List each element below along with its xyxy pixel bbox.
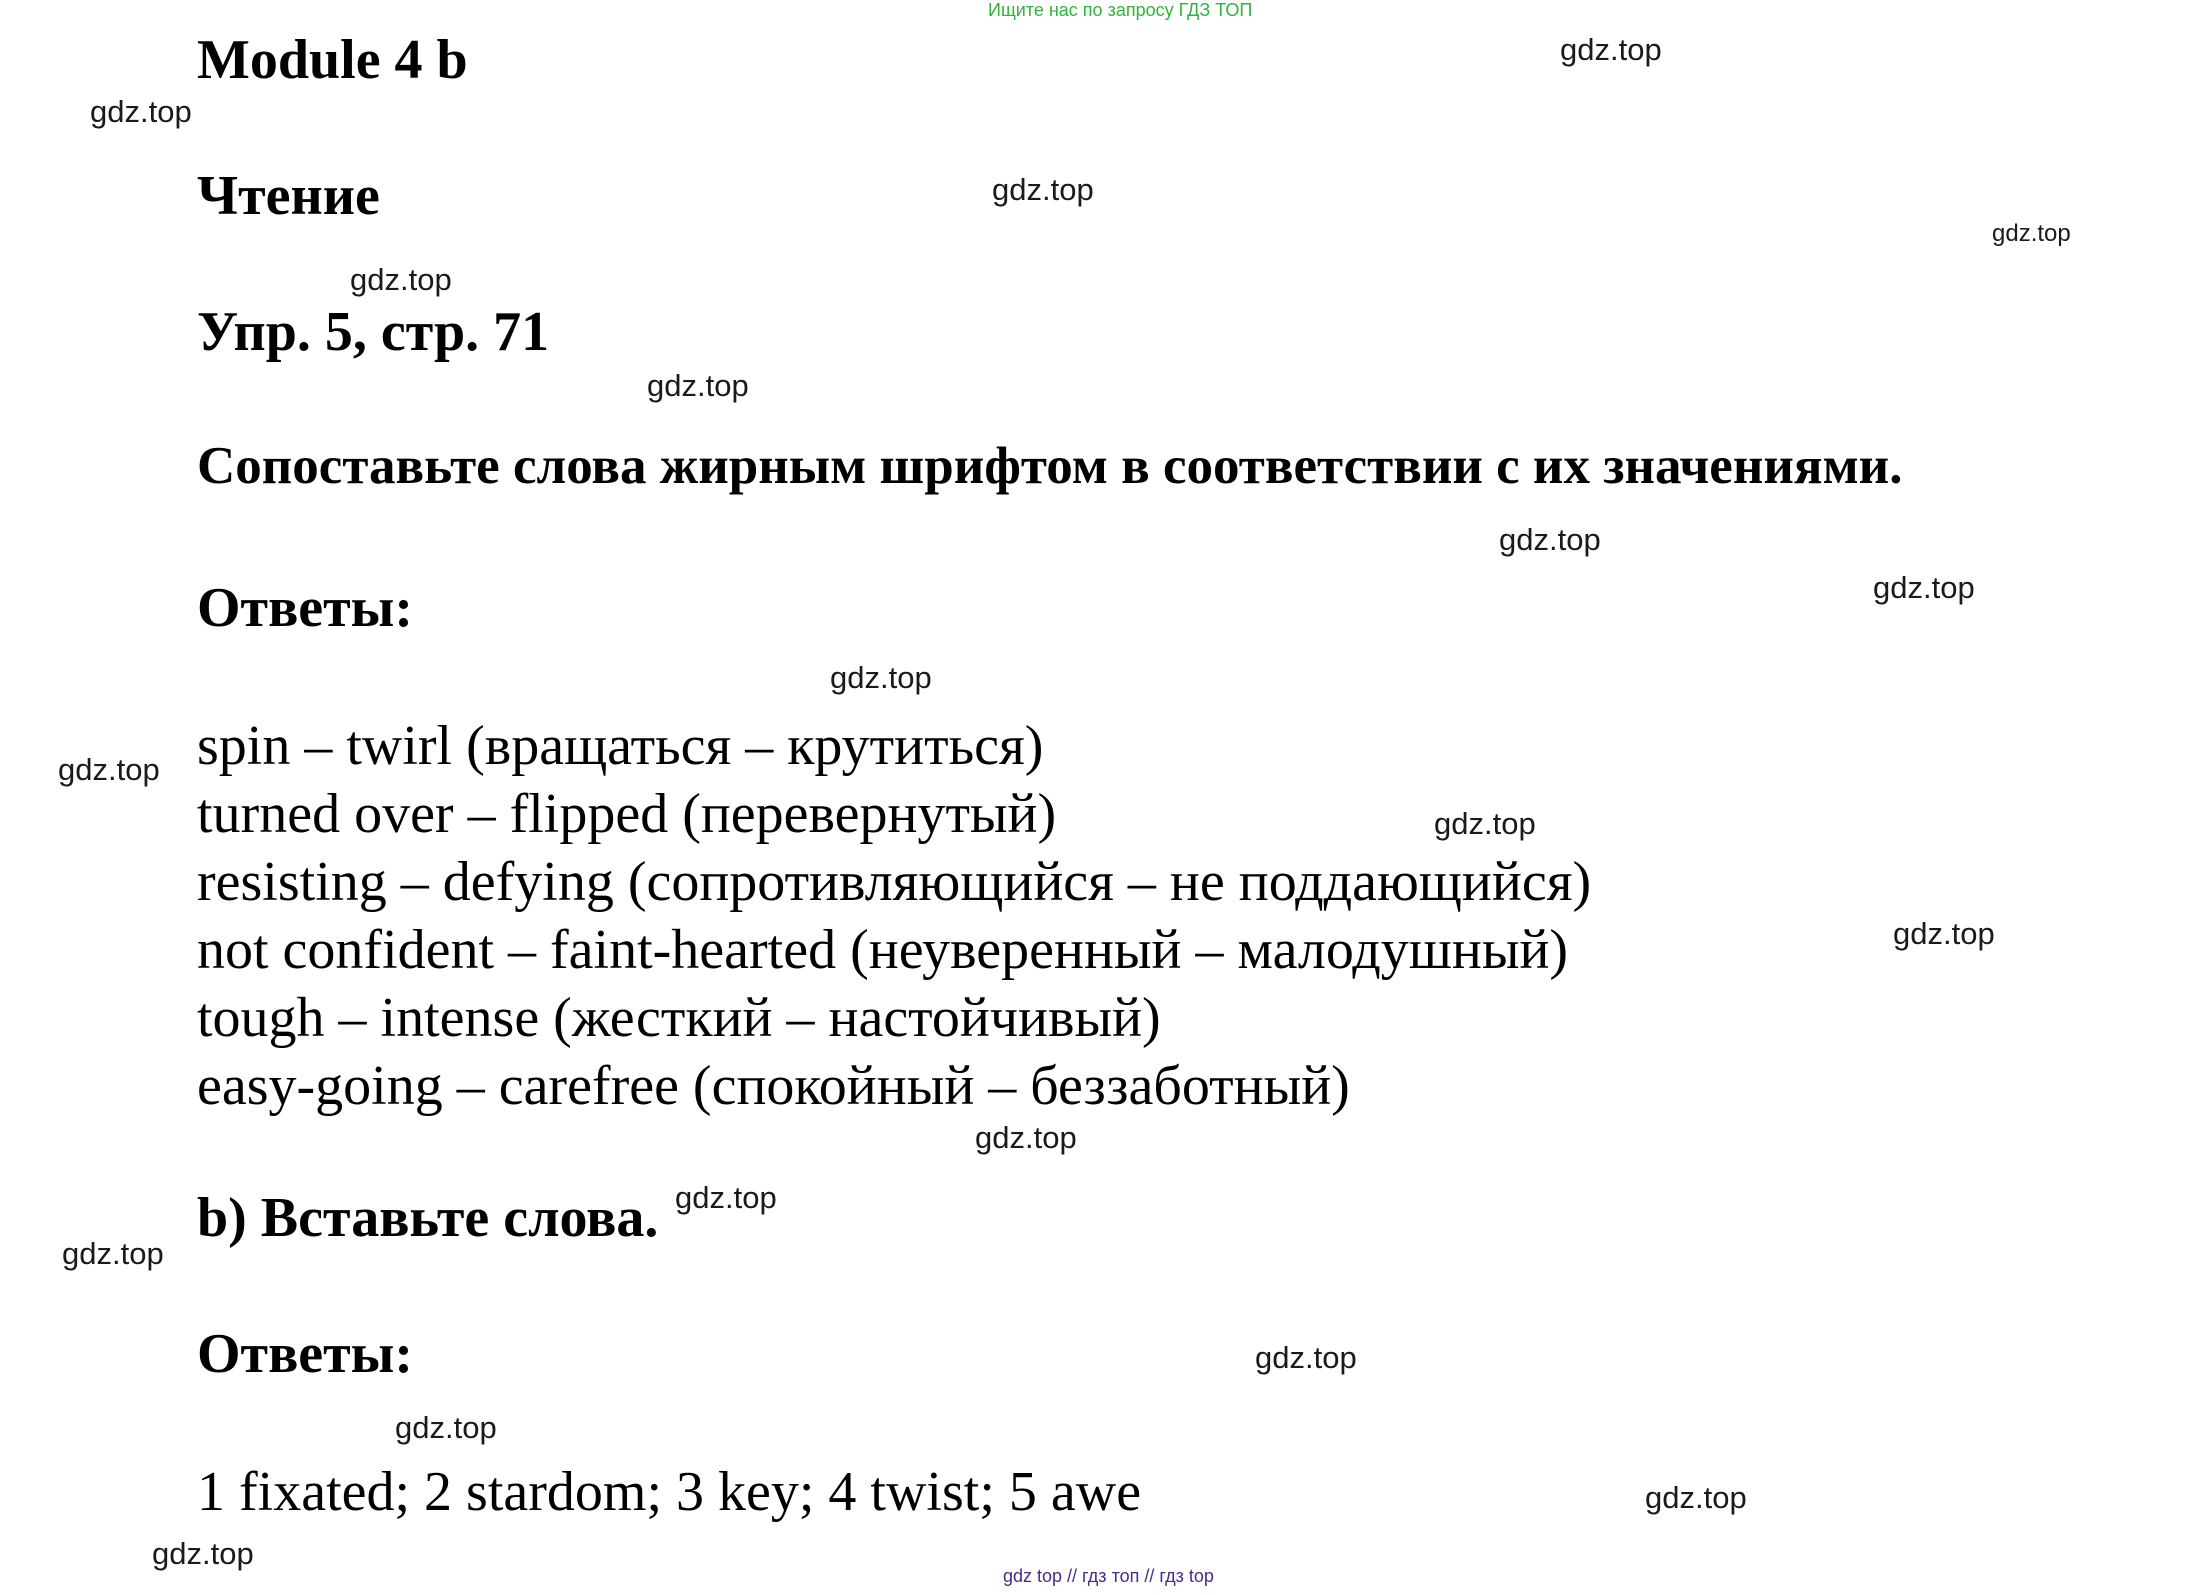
- watermark: gdz.top: [992, 172, 1094, 207]
- watermark: gdz.top: [675, 1180, 777, 1215]
- watermark: gdz.top: [152, 1536, 254, 1571]
- search-hint: Ищите нас по запросу ГДЗ ТОП: [988, 0, 1253, 20]
- answer-line: easy-going – carefree (спокойный – беззаботный): [197, 1055, 1350, 1117]
- watermark: gdz.top: [1992, 220, 2071, 247]
- footer-note: gdz top // гдз топ // гдз top: [1003, 1566, 1214, 1586]
- section-title: Чтение: [197, 165, 380, 227]
- watermark: gdz.top: [647, 368, 749, 403]
- task-a-instruction: Сопоставьте слова жирным шрифтом в соответствии с их значениями.: [197, 437, 1903, 495]
- watermark: gdz.top: [1560, 32, 1662, 67]
- watermark: gdz.top: [830, 660, 932, 695]
- answer-line: spin – twirl (вращаться – крутиться): [197, 715, 1044, 777]
- answer-line: tough – intense (жесткий – настойчивый): [197, 987, 1161, 1049]
- watermark: gdz.top: [350, 262, 452, 297]
- watermark: gdz.top: [1645, 1480, 1747, 1515]
- answer-line-b: 1 fixated; 2 stardom; 3 key; 4 twist; 5 awe: [197, 1461, 1142, 1523]
- watermark: gdz.top: [58, 752, 160, 787]
- watermark: gdz.top: [62, 1236, 164, 1271]
- watermark: gdz.top: [395, 1410, 497, 1445]
- answer-line: not confident – faint-hearted (неуверенный – малодушный): [197, 919, 1569, 981]
- watermark: gdz.top: [90, 94, 192, 129]
- watermark: gdz.top: [975, 1120, 1077, 1155]
- task-b-instruction: b) Вставьте слова.: [197, 1187, 659, 1249]
- answers-label-b: Ответы:: [197, 1323, 414, 1385]
- answers-label-a: Ответы:: [197, 577, 414, 639]
- answer-line: turned over – flipped (перевернутый): [197, 783, 1057, 845]
- exercise-title: Упр. 5, стр. 71: [197, 301, 550, 363]
- watermark: gdz.top: [1434, 806, 1536, 841]
- module-title: Module 4 b: [197, 29, 468, 91]
- watermark: gdz.top: [1499, 522, 1601, 557]
- answer-line: resisting – defying (сопротивляющийся – не поддающийся): [197, 851, 1592, 913]
- watermark: gdz.top: [1893, 916, 1995, 951]
- watermark: gdz.top: [1255, 1340, 1357, 1375]
- watermark: gdz.top: [1873, 570, 1975, 605]
